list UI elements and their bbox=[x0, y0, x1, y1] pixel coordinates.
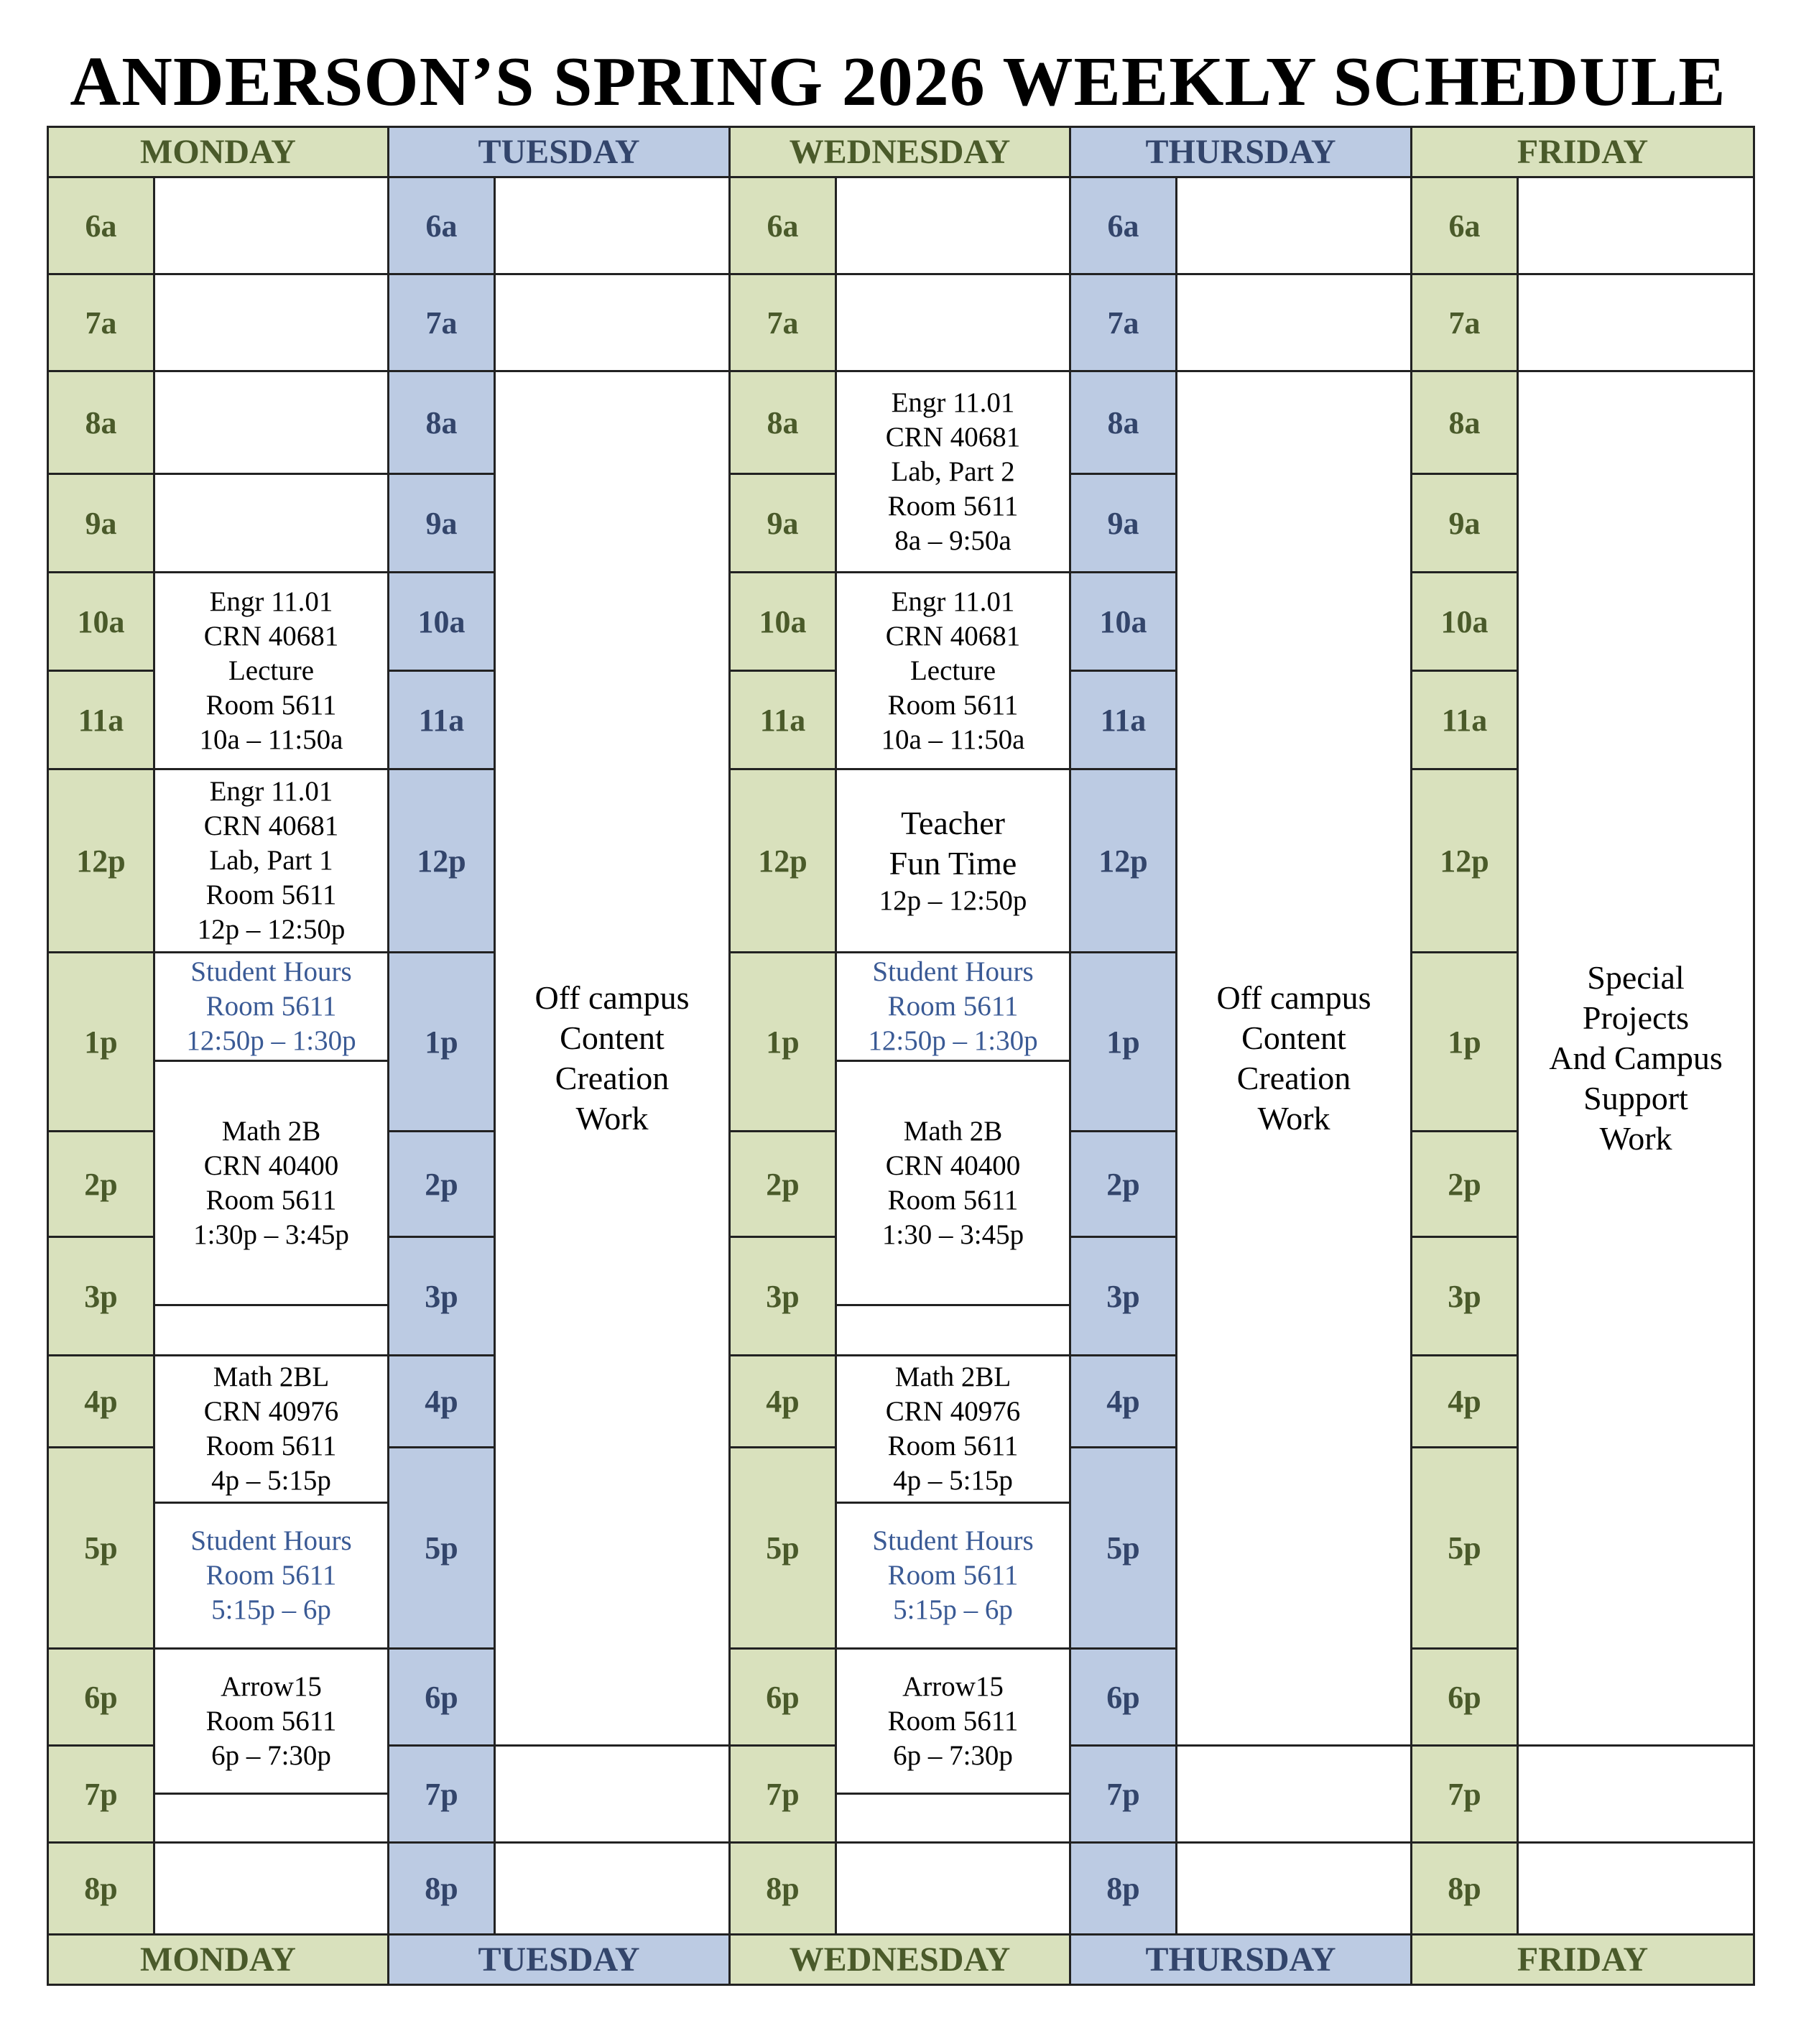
event-mon-engr-lecture[interactable] bbox=[153, 571, 389, 770]
time-label: 4p bbox=[1069, 1354, 1177, 1448]
event-line: Teacher bbox=[901, 805, 1005, 841]
event-wed-student-hours-2[interactable] bbox=[835, 1502, 1071, 1650]
day-header-friday-top: FRIDAY bbox=[1410, 126, 1755, 178]
time-label: 10a bbox=[47, 571, 155, 672]
event-line: Room 5611 bbox=[205, 991, 337, 1022]
event-line: Math 2BL bbox=[213, 1361, 330, 1392]
time-label: 12p bbox=[1069, 768, 1177, 953]
time-label: 8p bbox=[387, 1841, 496, 1936]
event-line: Student Hours bbox=[872, 1525, 1034, 1556]
empty-slot bbox=[835, 1304, 1071, 1356]
empty-slot bbox=[1517, 176, 1755, 275]
time-label: 3p bbox=[1069, 1236, 1177, 1356]
event-line: Room 5611 bbox=[205, 1430, 337, 1461]
event-line: Fun Time bbox=[889, 845, 1017, 882]
event-line: Room 5611 bbox=[887, 490, 1019, 522]
time-label: 1p bbox=[47, 951, 155, 1132]
empty-slot bbox=[835, 273, 1071, 372]
event-line: Content bbox=[1241, 1019, 1346, 1056]
event-line: Student Hours bbox=[872, 956, 1034, 987]
time-label: 8a bbox=[728, 370, 837, 475]
event-line: 5:15p – 6p bbox=[211, 1594, 331, 1625]
empty-slot bbox=[1175, 273, 1412, 372]
time-label: 4p bbox=[47, 1354, 155, 1448]
time-label: 8a bbox=[1410, 370, 1519, 475]
event-line: Projects bbox=[1582, 999, 1690, 1036]
event-line: Math 2BL bbox=[894, 1361, 1012, 1392]
event-line: Math 2B bbox=[903, 1115, 1003, 1147]
time-label: 7p bbox=[387, 1744, 496, 1844]
event-line: Special bbox=[1587, 959, 1685, 996]
time-label: 5p bbox=[47, 1446, 155, 1650]
time-label: 11a bbox=[1069, 670, 1177, 770]
event-line: Creation bbox=[555, 1060, 670, 1096]
event-line: CRN 40976 bbox=[203, 1396, 339, 1427]
event-wed-math2bl[interactable] bbox=[835, 1354, 1071, 1504]
time-label: 9a bbox=[387, 473, 496, 573]
time-label: 4p bbox=[1410, 1354, 1519, 1448]
event-line: CRN 40400 bbox=[885, 1150, 1021, 1181]
time-label: 8p bbox=[728, 1841, 837, 1936]
time-label: 9a bbox=[728, 473, 837, 573]
event-line: 1:30 – 3:45p bbox=[881, 1218, 1024, 1250]
time-label: 6p bbox=[728, 1647, 837, 1747]
time-label: 8a bbox=[47, 370, 155, 475]
event-line: 10a – 11:50a bbox=[199, 723, 343, 755]
event-line: 12:50p – 1:30p bbox=[186, 1025, 356, 1056]
day-header-monday-bottom: MONDAY bbox=[47, 1933, 389, 1986]
time-label: 2p bbox=[1069, 1130, 1177, 1238]
time-label: 1p bbox=[1410, 951, 1519, 1132]
event-wed-teacher-fun[interactable] bbox=[835, 768, 1071, 953]
event-line: 10a – 11:50a bbox=[881, 723, 1025, 755]
time-label: 9a bbox=[1410, 473, 1519, 573]
event-line: Room 5611 bbox=[887, 991, 1019, 1022]
empty-slot bbox=[835, 176, 1071, 275]
time-label: 7a bbox=[47, 273, 155, 372]
time-label: 7p bbox=[1410, 1744, 1519, 1844]
event-line: Lecture bbox=[909, 655, 996, 686]
event-wed-engr-lab2[interactable] bbox=[835, 370, 1071, 573]
event-line: Room 5611 bbox=[205, 1184, 337, 1216]
time-label: 4p bbox=[387, 1354, 496, 1448]
event-line: Off campus bbox=[534, 979, 690, 1016]
event-line: Student Hours bbox=[190, 956, 352, 987]
time-label: 6p bbox=[1410, 1647, 1519, 1747]
time-label: 5p bbox=[1410, 1446, 1519, 1650]
event-line: Math 2B bbox=[221, 1115, 321, 1147]
event-line: Room 5611 bbox=[205, 1560, 337, 1591]
event-line: Support bbox=[1583, 1080, 1688, 1116]
time-label: 2p bbox=[728, 1130, 837, 1238]
time-label: 8p bbox=[1069, 1841, 1177, 1936]
event-line: 12p – 12:50p bbox=[879, 885, 1027, 916]
event-line: Engr 11.01 bbox=[891, 387, 1015, 418]
event-line: 8a – 9:50a bbox=[894, 524, 1012, 556]
event-mon-student-hours-1[interactable] bbox=[153, 951, 389, 1062]
time-label: 9a bbox=[1069, 473, 1177, 573]
event-line: Room 5611 bbox=[205, 879, 337, 910]
time-label: 7a bbox=[387, 273, 496, 372]
event-line: Room 5611 bbox=[205, 689, 337, 721]
time-label: 8a bbox=[1069, 370, 1177, 475]
event-mon-engr-lab1[interactable] bbox=[153, 768, 389, 953]
event-line: Room 5611 bbox=[887, 1430, 1019, 1461]
event-line: 12p – 12:50p bbox=[197, 914, 346, 945]
time-label: 2p bbox=[47, 1130, 155, 1238]
empty-slot bbox=[153, 1793, 389, 1844]
event-line: Work bbox=[1257, 1100, 1330, 1137]
empty-slot bbox=[1517, 1841, 1755, 1936]
empty-slot bbox=[1175, 1744, 1412, 1844]
time-label: 6p bbox=[47, 1647, 155, 1747]
event-line: CRN 40681 bbox=[885, 421, 1021, 453]
empty-slot bbox=[153, 473, 389, 573]
event-line: CRN 40400 bbox=[203, 1150, 339, 1181]
day-header-wednesday-bottom: WEDNESDAY bbox=[728, 1933, 1071, 1986]
time-label: 5p bbox=[1069, 1446, 1177, 1650]
time-label: 6p bbox=[1069, 1647, 1177, 1747]
event-line: Lecture bbox=[228, 655, 315, 686]
empty-slot bbox=[494, 273, 731, 372]
event-line: Off campus bbox=[1216, 979, 1371, 1016]
time-label: 3p bbox=[47, 1236, 155, 1356]
event-line: 12:50p – 1:30p bbox=[868, 1025, 1038, 1056]
event-thu-offcampus[interactable] bbox=[1175, 370, 1412, 1747]
time-label: 12p bbox=[47, 768, 155, 953]
time-label: 3p bbox=[1410, 1236, 1519, 1356]
time-label: 8a bbox=[387, 370, 496, 475]
day-header-thursday-top: THURSDAY bbox=[1069, 126, 1412, 178]
empty-slot bbox=[153, 1841, 389, 1936]
time-label: 7p bbox=[728, 1744, 837, 1844]
time-label: 12p bbox=[387, 768, 496, 953]
time-label: 6a bbox=[1410, 176, 1519, 275]
empty-slot bbox=[1517, 1744, 1755, 1844]
empty-slot bbox=[494, 1744, 731, 1844]
day-header-friday-bottom: FRIDAY bbox=[1410, 1933, 1755, 1986]
event-line: 6p – 7:30p bbox=[893, 1739, 1013, 1771]
empty-slot bbox=[153, 273, 389, 372]
event-line: Engr 11.01 bbox=[209, 586, 333, 617]
time-label: 2p bbox=[387, 1130, 496, 1238]
event-line: Work bbox=[575, 1100, 649, 1137]
time-label: 12p bbox=[728, 768, 837, 953]
empty-slot bbox=[153, 370, 389, 475]
event-line: Student Hours bbox=[190, 1525, 352, 1556]
empty-slot bbox=[1175, 1841, 1412, 1936]
event-mon-math2bl[interactable] bbox=[153, 1354, 389, 1504]
day-header-wednesday-top: WEDNESDAY bbox=[728, 126, 1071, 178]
event-mon-student-hours-2[interactable] bbox=[153, 1502, 389, 1650]
event-line: CRN 40681 bbox=[203, 810, 339, 841]
time-label: 12p bbox=[1410, 768, 1519, 953]
time-label: 2p bbox=[1410, 1130, 1519, 1238]
event-line: 6p – 7:30p bbox=[211, 1739, 331, 1771]
event-line: CRN 40976 bbox=[885, 1396, 1021, 1427]
empty-slot bbox=[494, 1841, 731, 1936]
weekly-schedule-table bbox=[47, 126, 1753, 1984]
time-label: 6a bbox=[47, 176, 155, 275]
time-label: 6a bbox=[387, 176, 496, 275]
event-line: 1:30p – 3:45p bbox=[193, 1218, 349, 1250]
time-label: 10a bbox=[728, 571, 837, 672]
time-label: 10a bbox=[387, 571, 496, 672]
event-line: CRN 40681 bbox=[203, 620, 339, 652]
empty-slot bbox=[835, 1841, 1071, 1936]
time-label: 7a bbox=[1410, 273, 1519, 372]
event-line: CRN 40681 bbox=[885, 620, 1021, 652]
time-label: 5p bbox=[728, 1446, 837, 1650]
event-line: Room 5611 bbox=[887, 1560, 1019, 1591]
time-label: 1p bbox=[728, 951, 837, 1132]
time-label: 7a bbox=[1069, 273, 1177, 372]
event-line: 5:15p – 6p bbox=[893, 1594, 1013, 1625]
event-line: And Campus bbox=[1549, 1040, 1723, 1076]
event-wed-arrow15[interactable] bbox=[835, 1647, 1071, 1795]
empty-slot bbox=[1175, 176, 1412, 275]
day-header-thursday-bottom: THURSDAY bbox=[1069, 1933, 1412, 1986]
time-label: 11a bbox=[1410, 670, 1519, 770]
event-line: Arrow15 bbox=[902, 1670, 1004, 1702]
event-line: Creation bbox=[1236, 1060, 1351, 1096]
time-label: 6a bbox=[1069, 176, 1177, 275]
time-label: 5p bbox=[387, 1446, 496, 1650]
event-wed-math2b[interactable] bbox=[835, 1060, 1071, 1306]
time-label: 9a bbox=[47, 473, 155, 573]
event-line: Room 5611 bbox=[887, 689, 1019, 721]
event-line: 4p – 5:15p bbox=[893, 1465, 1013, 1496]
day-header-monday-top: MONDAY bbox=[47, 126, 389, 178]
event-mon-math2b[interactable] bbox=[153, 1060, 389, 1306]
event-line: Engr 11.01 bbox=[209, 776, 333, 807]
event-line: Room 5611 bbox=[205, 1705, 337, 1737]
time-label: 8p bbox=[1410, 1841, 1519, 1936]
day-header-tuesday-top: TUESDAY bbox=[387, 126, 731, 178]
time-label: 8p bbox=[47, 1841, 155, 1936]
time-label: 6a bbox=[728, 176, 837, 275]
time-label: 1p bbox=[387, 951, 496, 1132]
event-line: Work bbox=[1599, 1120, 1672, 1157]
time-label: 10a bbox=[1410, 571, 1519, 672]
time-label: 11a bbox=[387, 670, 496, 770]
event-line: 4p – 5:15p bbox=[211, 1465, 331, 1496]
time-label: 7p bbox=[1069, 1744, 1177, 1844]
time-label: 6p bbox=[387, 1647, 496, 1747]
event-line: Arrow15 bbox=[221, 1670, 322, 1702]
empty-slot bbox=[494, 176, 731, 275]
event-wed-student-hours-1[interactable] bbox=[835, 951, 1071, 1062]
event-line: Content bbox=[560, 1019, 665, 1056]
time-label: 7a bbox=[728, 273, 837, 372]
empty-slot bbox=[835, 1793, 1071, 1844]
time-label: 1p bbox=[1069, 951, 1177, 1132]
time-label: 3p bbox=[728, 1236, 837, 1356]
time-label: 3p bbox=[387, 1236, 496, 1356]
event-line: Lab, Part 1 bbox=[209, 845, 333, 876]
time-label: 11a bbox=[728, 670, 837, 770]
empty-slot bbox=[1517, 273, 1755, 372]
day-header-tuesday-bottom: TUESDAY bbox=[387, 1933, 731, 1986]
event-fri-special[interactable] bbox=[1517, 370, 1755, 1747]
event-line: Room 5611 bbox=[887, 1705, 1019, 1737]
page-title: ANDERSON’S SPRING 2026 WEEKLY SCHEDULE bbox=[70, 43, 1726, 121]
event-mon-arrow15[interactable] bbox=[153, 1647, 389, 1795]
event-line: Lab, Part 2 bbox=[891, 455, 1015, 487]
empty-slot bbox=[153, 1304, 389, 1356]
time-label: 7p bbox=[47, 1744, 155, 1844]
time-label: 11a bbox=[47, 670, 155, 770]
event-wed-engr-lecture[interactable] bbox=[835, 571, 1071, 770]
time-label: 10a bbox=[1069, 571, 1177, 672]
event-tue-offcampus[interactable] bbox=[494, 370, 731, 1747]
event-line: Engr 11.01 bbox=[891, 586, 1015, 617]
time-label: 4p bbox=[728, 1354, 837, 1448]
event-line: Room 5611 bbox=[887, 1184, 1019, 1216]
